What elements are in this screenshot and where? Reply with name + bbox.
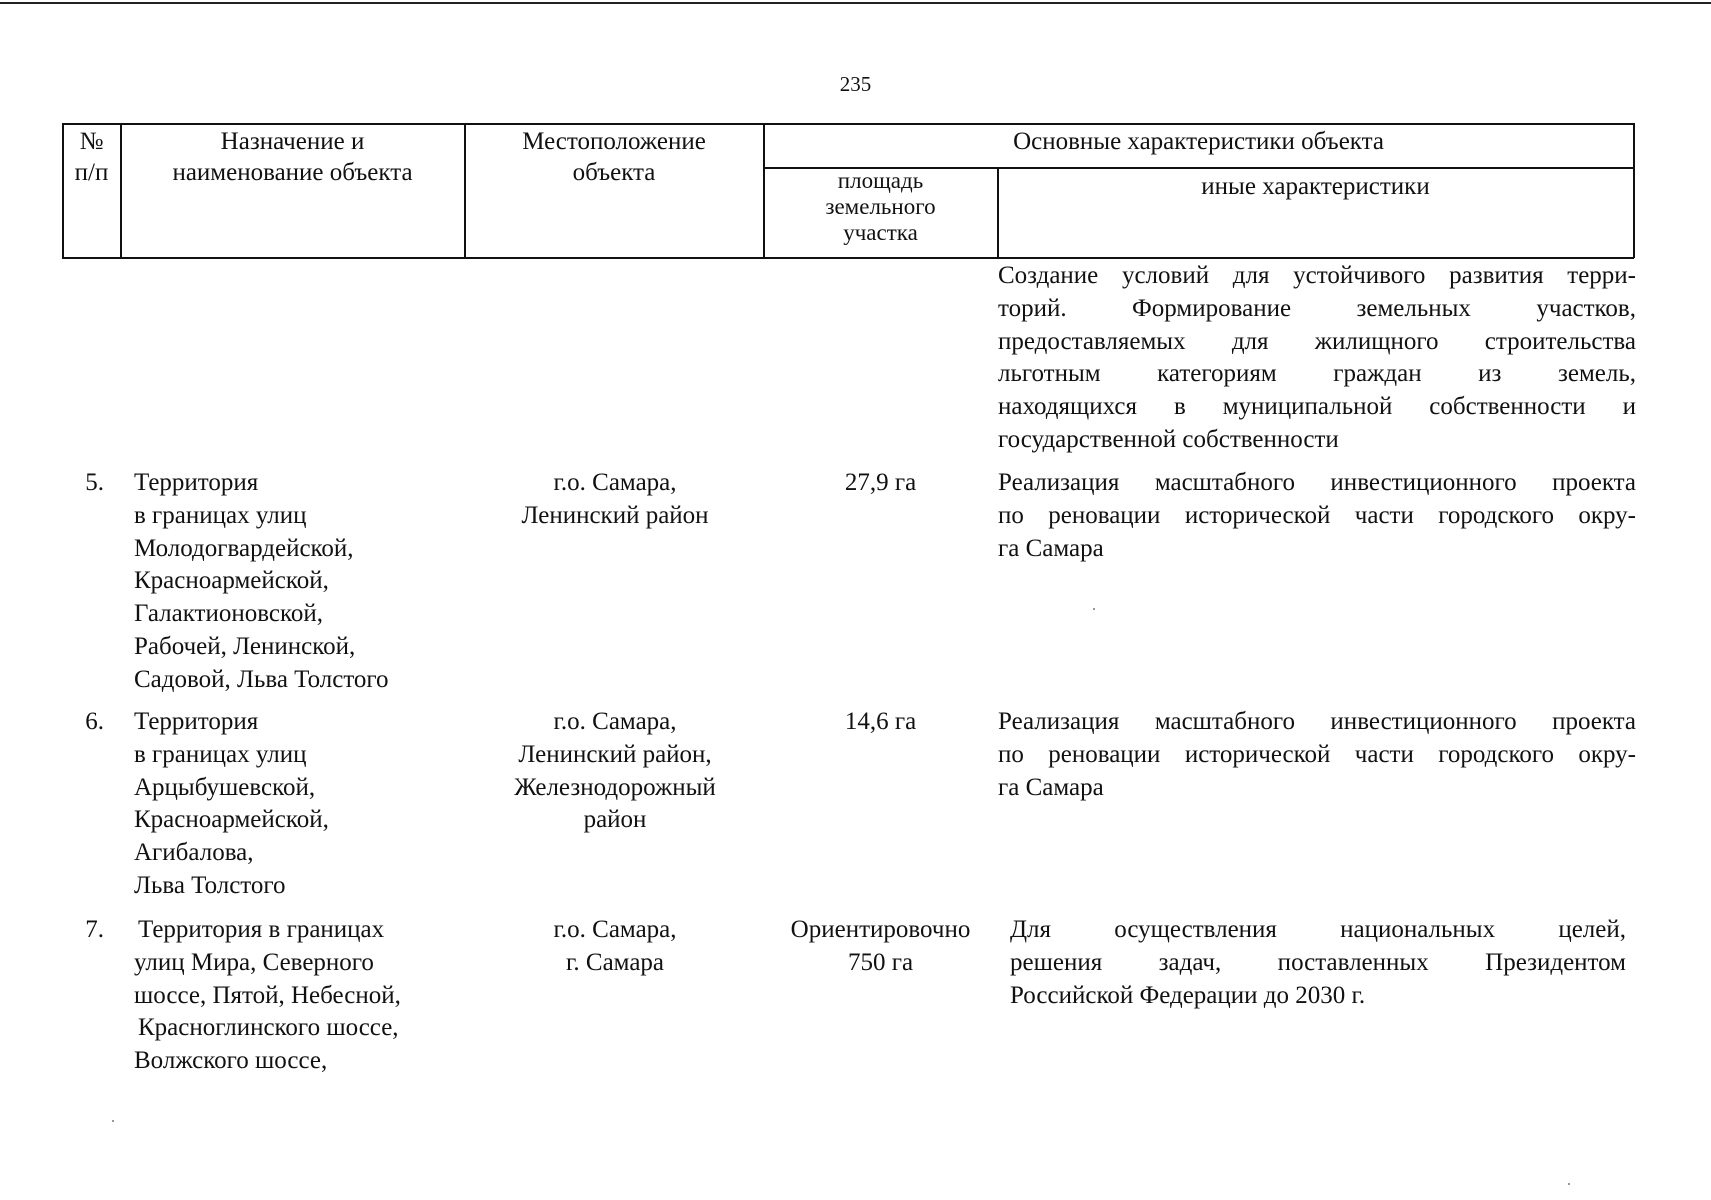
text-line: г.о. Самара,	[553, 708, 677, 735]
header-location	[465, 126, 763, 188]
text-line: г. Самара	[565, 948, 665, 976]
scan-speck	[1568, 1183, 1570, 1185]
row-number: 6.	[85, 708, 104, 735]
text-line: Для осуществления национальных целей,	[1010, 916, 1626, 943]
text-line: Ориентировочно	[790, 916, 971, 943]
text-line: Красноармейской,	[134, 806, 329, 834]
text-line: Агибалова,	[134, 839, 254, 867]
text-line: в границах улиц	[134, 501, 307, 529]
text-line: Красноглинского шоссе,	[138, 1014, 399, 1042]
text-line: 14,6 га	[844, 708, 917, 735]
text-line: Ленинский район,	[518, 740, 712, 768]
text-line: га Самара	[998, 773, 1104, 801]
text-line: улиц Мира, Северного	[134, 948, 374, 976]
text-line: шоссе, Пятой, Небесной,	[134, 981, 401, 1009]
text-line: Железнодорожный	[514, 773, 716, 801]
text-line: торий. Формирование земельных участков,	[998, 294, 1636, 322]
text-line: район	[583, 806, 647, 834]
header-area-line-1: площадь	[837, 168, 924, 193]
page-number: 235	[839, 72, 872, 96]
row-number: 7.	[85, 916, 104, 943]
header-num-line-1: №	[79, 128, 104, 155]
text-line: г.о. Самара,	[553, 469, 677, 496]
text-line: Российской Федерации до 2030 г.	[1010, 981, 1366, 1009]
row-other	[998, 706, 1636, 804]
text-line: предоставляемых для жилищного строительства	[998, 327, 1636, 355]
row-other	[1010, 914, 1626, 1012]
text-line: га Самара	[998, 534, 1104, 562]
header-other-characteristics: иные характеристики	[1201, 173, 1430, 200]
text-line: Реализация масштабного инвестиционного проекта	[998, 708, 1636, 735]
header-name-line-2: наименование объекта	[172, 159, 413, 186]
text-line: Рабочей, Ленинской,	[134, 632, 356, 660]
scan-speck	[1093, 608, 1095, 610]
text-line: Реализация масштабного инвестиционного проекта	[998, 469, 1636, 496]
row-area	[764, 467, 997, 500]
top-border-line	[0, 2, 1711, 4]
row-name	[134, 467, 389, 697]
text-line: Льва Толстого	[134, 871, 286, 899]
row-number: 5.	[85, 469, 104, 496]
text-line: Галактионовской,	[134, 600, 323, 628]
text-line: Территория	[134, 708, 259, 735]
row-location	[465, 914, 765, 980]
text-line: по реновации исторической части городского окру-	[998, 501, 1636, 529]
continuation-other	[998, 260, 1636, 457]
text-line: Садовой, Льва Толстого	[134, 665, 389, 693]
row-location	[465, 467, 765, 533]
header-num-line-2: п/п	[74, 159, 109, 186]
text-line: государственной собственности	[998, 425, 1339, 453]
text-line: льготным категориям граждан из земель,	[998, 360, 1636, 388]
row-other	[998, 467, 1636, 565]
header-area	[764, 168, 997, 246]
header-name-line-1: Назначение и	[220, 128, 365, 155]
text-line: Территория в границах	[138, 916, 385, 943]
row-name	[134, 914, 401, 1078]
header-location-line-2: объекта	[572, 159, 656, 186]
text-line: Молодогвардейской,	[134, 534, 354, 562]
text-line: в границах улиц	[134, 740, 307, 768]
header-border-bottom	[62, 257, 1634, 259]
row-location	[465, 706, 765, 837]
header-border-right	[1633, 123, 1635, 258]
header-location-line-1: Местоположение	[522, 128, 706, 155]
text-line: Территория	[134, 469, 259, 496]
header-main-characteristics: Основные характеристики объекта	[1013, 128, 1384, 155]
text-line: 27,9 га	[844, 469, 917, 496]
header-area-line-3: участка	[843, 220, 918, 245]
scan-speck	[112, 1120, 114, 1122]
text-line: Создание условий для устойчивого развития терри-	[998, 262, 1636, 289]
header-area-line-2: земельного	[825, 194, 936, 219]
row-name	[134, 706, 329, 903]
text-line: Арцыбушевской,	[134, 773, 316, 801]
text-line: находящихся в муниципальной собственности и	[998, 393, 1636, 421]
header-border-top	[62, 123, 1634, 125]
text-line: по реновации исторической части городского окру-	[998, 740, 1636, 768]
text-line: 750 га	[847, 948, 914, 976]
text-line: решения задач, поставленных Президентом	[1010, 948, 1626, 976]
row-area	[764, 914, 997, 980]
text-line: Красноармейской,	[134, 567, 329, 595]
row-area	[764, 706, 997, 739]
header-name	[121, 126, 464, 188]
text-line: Ленинский район	[521, 501, 709, 529]
header-num	[63, 126, 120, 188]
text-line: Волжского шоссе,	[134, 1047, 328, 1075]
text-line: г.о. Самара,	[553, 916, 677, 943]
